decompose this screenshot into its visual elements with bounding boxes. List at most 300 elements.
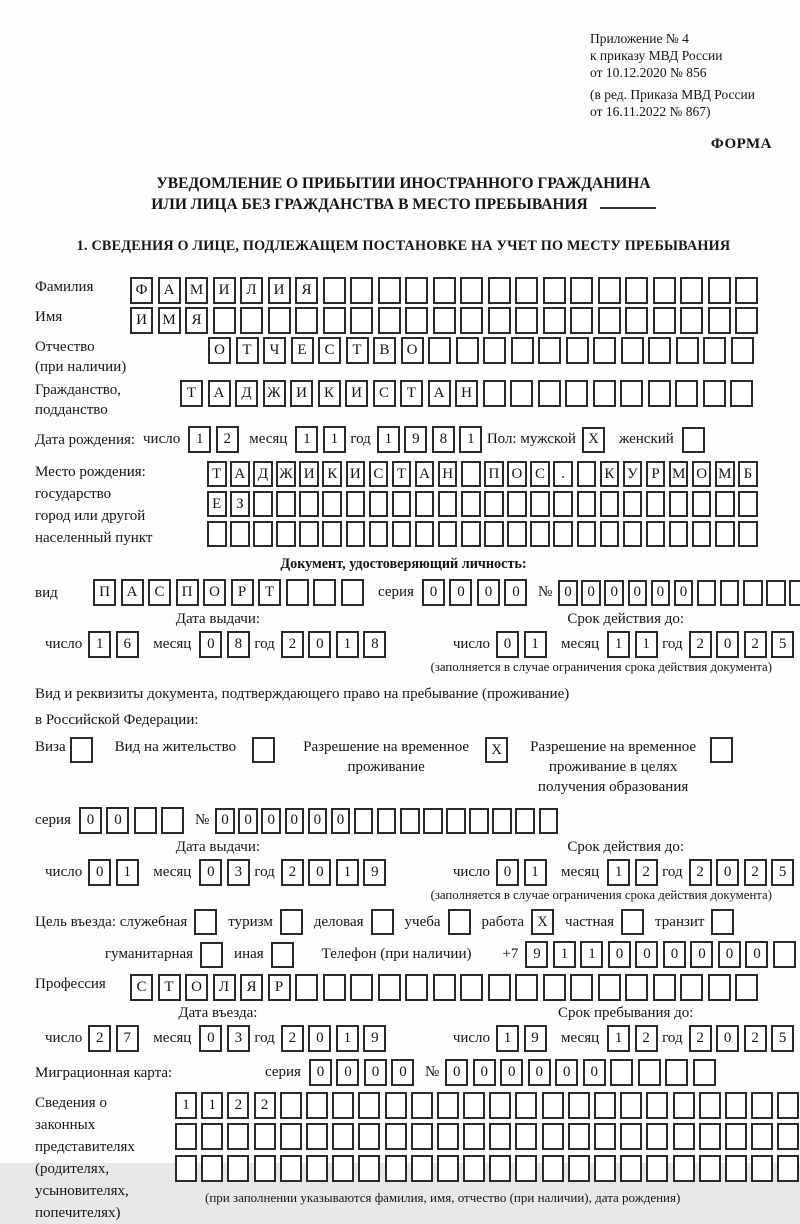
char-cell — [669, 491, 689, 517]
char-cell — [306, 1092, 328, 1119]
char-cell: А — [208, 380, 231, 407]
char-cell: Я — [185, 307, 208, 334]
char-cell: К — [318, 380, 341, 407]
char-cell: 0 — [88, 859, 111, 886]
surname-cells — [130, 277, 763, 304]
char-cell: 0 — [635, 941, 658, 968]
char-cell: 2 — [281, 859, 304, 886]
char-cell — [358, 1155, 380, 1182]
char-cell — [227, 1123, 249, 1150]
representatives-row-1 — [175, 1092, 800, 1119]
char-cell — [743, 580, 763, 606]
char-cell — [295, 307, 318, 334]
char-cell — [648, 337, 671, 364]
char-cell — [530, 521, 550, 547]
char-cell — [511, 337, 534, 364]
char-cell — [175, 1155, 197, 1182]
revision-line-1: (в ред. Приказа МВД России — [590, 87, 755, 102]
purpose-work-checkbox: X — [531, 909, 554, 935]
char-cell — [577, 461, 597, 487]
char-cell: Е — [291, 337, 314, 364]
char-cell: 0 — [261, 808, 281, 834]
char-cell — [489, 1092, 511, 1119]
doc-valid-day — [496, 631, 551, 658]
char-cell: 1 — [553, 941, 576, 968]
char-cell: 2 — [227, 1092, 249, 1119]
char-cell — [377, 808, 397, 834]
char-cell — [411, 1155, 433, 1182]
char-cell — [693, 1059, 716, 1086]
char-cell: Е — [207, 491, 227, 517]
res-valid-group: Срок действия до: число 0 1 месяц 1 2 год 2 0 2 5 — [453, 839, 799, 886]
char-cell — [653, 277, 676, 304]
char-cell — [358, 1092, 380, 1119]
char-cell — [598, 277, 621, 304]
citizenship-cells — [180, 380, 758, 407]
char-cell — [646, 1123, 668, 1150]
char-cell — [483, 337, 506, 364]
res-valid-day — [496, 859, 551, 886]
char-cell: 9 — [363, 1025, 386, 1052]
char-cell — [708, 307, 731, 334]
doc-valid-note: (заполняется в случае ограничения срока действия документа) — [430, 660, 772, 674]
entry-year — [281, 1025, 391, 1052]
mc-series-label: серия — [265, 1064, 301, 1080]
char-cell: 0 — [285, 808, 305, 834]
birth-place-row-1 — [207, 461, 761, 487]
char-cell — [725, 1123, 747, 1150]
char-cell: 1 — [188, 426, 211, 453]
char-cell — [437, 1155, 459, 1182]
char-cell — [751, 1155, 773, 1182]
char-cell — [484, 521, 504, 547]
char-cell: 7 — [116, 1025, 139, 1052]
representatives-label: Сведения о законных представителях (родителях, усыновителях, попечителях) — [35, 1095, 135, 1221]
char-cell — [354, 808, 374, 834]
char-cell — [461, 491, 481, 517]
char-cell — [577, 491, 597, 517]
char-cell: 1 — [175, 1092, 197, 1119]
char-cell: 1 — [336, 859, 359, 886]
char-cell: 2 — [689, 859, 712, 886]
appendix-block — [590, 30, 772, 120]
char-cell: 0 — [445, 1059, 468, 1086]
char-cell — [385, 1092, 407, 1119]
char-cell — [507, 491, 527, 517]
migration-card-label: Миграционная карта: — [35, 1064, 173, 1081]
char-cell — [665, 1059, 688, 1086]
char-cell — [539, 808, 559, 834]
char-cell: А — [428, 380, 451, 407]
char-cell — [161, 807, 184, 834]
char-cell — [350, 974, 373, 1001]
char-cell — [680, 974, 703, 1001]
char-cell: М — [158, 307, 181, 334]
char-cell: О — [185, 974, 208, 1001]
char-cell — [735, 307, 758, 334]
char-cell: О — [208, 337, 231, 364]
citizenship-row — [35, 380, 772, 420]
patronymic-row — [35, 337, 772, 377]
char-cell — [378, 277, 401, 304]
stay-year — [689, 1025, 799, 1052]
char-cell: С — [373, 380, 396, 407]
birth-place-row-3 — [207, 521, 761, 547]
char-cell — [568, 1092, 590, 1119]
char-cell: 0 — [608, 941, 631, 968]
char-cell — [515, 974, 538, 1001]
char-cell: 5 — [771, 1025, 794, 1052]
char-cell — [240, 307, 263, 334]
char-cell — [433, 974, 456, 1001]
char-cell — [738, 521, 758, 547]
char-cell — [620, 1123, 642, 1150]
profession-label: Профессия — [35, 976, 106, 992]
char-cell: 0 — [674, 580, 694, 606]
doc-kind-cells — [93, 579, 368, 606]
char-cell — [460, 307, 483, 334]
char-cell — [600, 521, 620, 547]
char-cell — [542, 1155, 564, 1182]
temp-residence-education-checkbox — [710, 737, 733, 763]
char-cell — [697, 580, 717, 606]
purpose-commercial-checkbox — [371, 909, 394, 935]
char-cell: 0 — [473, 1059, 496, 1086]
identity-doc-heading: Документ, удостоверяющий личность: — [280, 556, 527, 572]
given-name-label: Имя — [35, 309, 63, 325]
char-cell — [543, 974, 566, 1001]
char-cell: 0 — [391, 1059, 414, 1086]
res-issue-group: Дата выдачи: число 0 1 месяц 0 3 год 2 0 1 9 — [45, 839, 391, 886]
char-cell: И — [345, 380, 368, 407]
form-title — [35, 173, 772, 215]
char-cell — [254, 1155, 276, 1182]
char-cell: 0 — [496, 859, 519, 886]
doc-kind-label: вид — [35, 584, 58, 601]
surname-row — [35, 277, 772, 304]
char-cell — [646, 1092, 668, 1119]
char-cell — [789, 580, 800, 606]
char-cell: 2 — [281, 631, 304, 658]
char-cell — [438, 491, 458, 517]
birth-date-label: Дата рождения: — [35, 431, 136, 448]
char-cell — [725, 1155, 747, 1182]
citizenship-label: Гражданство, подданство — [35, 382, 122, 418]
char-cell: 0 — [364, 1059, 387, 1086]
char-cell — [276, 491, 296, 517]
char-cell — [623, 521, 643, 547]
char-cell — [280, 1155, 302, 1182]
section-1-heading: 1. СВЕДЕНИЯ О ЛИЦЕ, ПОДЛЕЖАЩЕМ ПОСТАНОВКЕ НА УЧЕТ ПО МЕСТУ ПРЕБЫВАНИЯ — [76, 238, 731, 254]
char-cell: Т — [258, 579, 281, 606]
char-cell — [423, 808, 443, 834]
char-cell — [751, 1123, 773, 1150]
res-number-label: № — [194, 812, 210, 828]
char-cell — [369, 521, 389, 547]
char-cell — [332, 1155, 354, 1182]
char-cell: 0 — [106, 807, 129, 834]
char-cell: 2 — [689, 1025, 712, 1052]
char-cell: 2 — [88, 1025, 111, 1052]
char-cell — [463, 1155, 485, 1182]
char-cell — [411, 1123, 433, 1150]
char-cell: К — [322, 461, 342, 487]
doc-valid-month — [607, 631, 662, 658]
char-cell — [461, 461, 481, 487]
char-cell — [777, 1123, 799, 1150]
char-cell: О — [203, 579, 226, 606]
char-cell: 2 — [281, 1025, 304, 1052]
identity-doc-dates — [35, 611, 787, 658]
form-label: ФОРМА — [710, 136, 772, 152]
char-cell — [350, 277, 373, 304]
char-cell: 1 — [607, 631, 630, 658]
char-cell — [253, 491, 273, 517]
char-cell — [385, 1123, 407, 1150]
char-cell — [620, 380, 643, 407]
char-cell: 0 — [504, 579, 527, 606]
char-cell: Т — [207, 461, 227, 487]
patronymic-cells — [208, 337, 758, 364]
patronymic-label: Отчество (при наличии) — [35, 339, 127, 375]
blank-underline — [600, 207, 656, 209]
char-cell: 2 — [744, 631, 767, 658]
char-cell — [673, 1092, 695, 1119]
char-cell — [350, 307, 373, 334]
birth-year-cells — [377, 426, 487, 453]
option-temp-residence-education: Разрешение на временное проживание в целях получения образования — [524, 737, 733, 797]
char-cell — [538, 380, 561, 407]
birth-day-cells — [188, 426, 243, 453]
char-cell: Д — [253, 461, 273, 487]
char-cell — [437, 1123, 459, 1150]
char-cell: И — [130, 307, 153, 334]
doc-valid-year — [689, 631, 799, 658]
representatives-row — [35, 1092, 772, 1224]
char-cell — [323, 277, 346, 304]
doc-number-label: № — [537, 584, 553, 600]
char-cell — [735, 277, 758, 304]
char-cell — [280, 1092, 302, 1119]
char-cell — [378, 974, 401, 1001]
char-cell — [433, 277, 456, 304]
char-cell — [134, 807, 157, 834]
char-cell — [456, 337, 479, 364]
char-cell — [699, 1092, 721, 1119]
appendix-line-3: от 10.12.2020 № 856 — [590, 65, 707, 80]
char-cell — [646, 521, 666, 547]
char-cell: 6 — [116, 631, 139, 658]
char-cell — [488, 307, 511, 334]
option-temp-residence: Разрешение на временное проживание X — [295, 737, 508, 777]
char-cell — [175, 1123, 197, 1150]
stay-month — [607, 1025, 662, 1052]
profession-cells — [130, 974, 763, 1001]
char-cell — [625, 974, 648, 1001]
res-issue-year — [281, 859, 391, 886]
char-cell — [488, 974, 511, 1001]
char-cell: Д — [235, 380, 258, 407]
char-cell — [385, 1155, 407, 1182]
char-cell — [510, 380, 533, 407]
char-cell: М — [669, 461, 689, 487]
char-cell: К — [600, 461, 620, 487]
char-cell: 0 — [496, 631, 519, 658]
char-cell — [735, 974, 758, 1001]
char-cell: 9 — [404, 426, 427, 453]
char-cell: 1 — [116, 859, 139, 886]
char-cell: Ж — [263, 380, 286, 407]
char-cell — [669, 521, 689, 547]
char-cell — [230, 521, 250, 547]
char-cell — [594, 1155, 616, 1182]
phone-cells — [525, 941, 800, 968]
char-cell — [515, 1123, 537, 1150]
doc-issue-month — [199, 631, 254, 658]
char-cell: 1 — [201, 1092, 223, 1119]
res-issue-day — [88, 859, 143, 886]
char-cell: С — [130, 974, 153, 1001]
char-cell: 5 — [771, 631, 794, 658]
option-visa: Виза — [35, 737, 93, 763]
char-cell — [565, 380, 588, 407]
char-cell — [515, 1155, 537, 1182]
char-cell — [346, 521, 366, 547]
revision-line-2: от 16.11.2022 № 867) — [590, 104, 711, 119]
res-number-cells — [215, 808, 561, 834]
char-cell — [323, 307, 346, 334]
char-cell — [460, 974, 483, 1001]
char-cell: 1 — [336, 631, 359, 658]
char-cell — [332, 1123, 354, 1150]
char-cell — [725, 1092, 747, 1119]
char-cell — [638, 1059, 661, 1086]
char-cell: 0 — [308, 631, 331, 658]
char-cell — [323, 974, 346, 1001]
birth-month-cells — [295, 426, 350, 453]
char-cell: О — [507, 461, 527, 487]
char-cell — [692, 491, 712, 517]
char-cell — [253, 521, 273, 547]
char-cell — [594, 1123, 616, 1150]
birth-place-row-2 — [207, 491, 761, 517]
char-cell — [460, 277, 483, 304]
residence-doc-options — [35, 737, 772, 797]
char-cell — [286, 579, 309, 606]
char-cell: У — [623, 461, 643, 487]
char-cell: А — [230, 461, 250, 487]
char-cell: И — [290, 380, 313, 407]
char-cell — [411, 1092, 433, 1119]
entry-month — [199, 1025, 254, 1052]
char-cell — [600, 491, 620, 517]
char-cell — [484, 491, 504, 517]
char-cell — [463, 1123, 485, 1150]
char-cell: 2 — [635, 1025, 658, 1052]
char-cell — [699, 1155, 721, 1182]
res-valid-heading: Срок действия до: — [567, 839, 685, 855]
birth-place-row — [35, 461, 772, 552]
char-cell: 2 — [744, 1025, 767, 1052]
char-cell: Т — [158, 974, 181, 1001]
month-label: месяц — [249, 431, 288, 447]
char-cell: Т — [400, 380, 423, 407]
char-cell: 1 — [295, 426, 318, 453]
appendix-line-1: Приложение № 4 — [590, 31, 689, 46]
purpose-humanitarian-checkbox — [200, 942, 223, 968]
char-cell: 0 — [308, 859, 331, 886]
char-cell — [378, 307, 401, 334]
char-cell: 0 — [238, 808, 258, 834]
char-cell: 1 — [524, 631, 547, 658]
doc-issue-heading: Дата выдачи: — [175, 611, 261, 627]
char-cell — [369, 491, 389, 517]
char-cell: 0 — [628, 580, 648, 606]
char-cell: О — [401, 337, 424, 364]
res-valid-year — [689, 859, 799, 886]
char-cell: 2 — [744, 859, 767, 886]
char-cell — [610, 1059, 633, 1086]
char-cell — [653, 307, 676, 334]
char-cell: 0 — [500, 1059, 523, 1086]
char-cell: П — [93, 579, 116, 606]
char-cell — [313, 579, 336, 606]
char-cell — [593, 380, 616, 407]
char-cell — [568, 1123, 590, 1150]
res-issue-heading: Дата выдачи: — [175, 839, 261, 855]
char-cell — [570, 307, 593, 334]
char-cell: 0 — [663, 941, 686, 968]
char-cell: 2 — [635, 859, 658, 886]
profession-row — [35, 974, 772, 1001]
char-cell: 0 — [215, 808, 235, 834]
char-cell — [322, 521, 342, 547]
char-cell — [488, 277, 511, 304]
char-cell — [400, 808, 420, 834]
char-cell: 3 — [227, 859, 250, 886]
char-cell — [542, 1092, 564, 1119]
char-cell: С — [318, 337, 341, 364]
char-cell: 0 — [422, 579, 445, 606]
char-cell — [428, 337, 451, 364]
sex-male-checkbox: X — [582, 427, 605, 453]
char-cell: 0 — [528, 1059, 551, 1086]
char-cell — [675, 380, 698, 407]
char-cell — [227, 1155, 249, 1182]
char-cell: 8 — [432, 426, 455, 453]
char-cell — [620, 1092, 642, 1119]
char-cell: Б — [738, 461, 758, 487]
char-cell — [777, 1092, 799, 1119]
char-cell: Р — [231, 579, 254, 606]
char-cell: 0 — [716, 859, 739, 886]
char-cell: Ф — [130, 277, 153, 304]
char-cell — [570, 974, 593, 1001]
char-cell — [299, 491, 319, 517]
char-cell: С — [530, 461, 550, 487]
char-cell: 0 — [199, 1025, 222, 1052]
char-cell — [621, 337, 644, 364]
char-cell — [433, 307, 456, 334]
char-cell: С — [148, 579, 171, 606]
char-cell: 0 — [604, 580, 624, 606]
res-series-cells — [79, 807, 189, 834]
char-cell: 0 — [718, 941, 741, 968]
char-cell — [392, 521, 412, 547]
char-cell — [405, 974, 428, 1001]
char-cell — [213, 307, 236, 334]
char-cell — [676, 337, 699, 364]
